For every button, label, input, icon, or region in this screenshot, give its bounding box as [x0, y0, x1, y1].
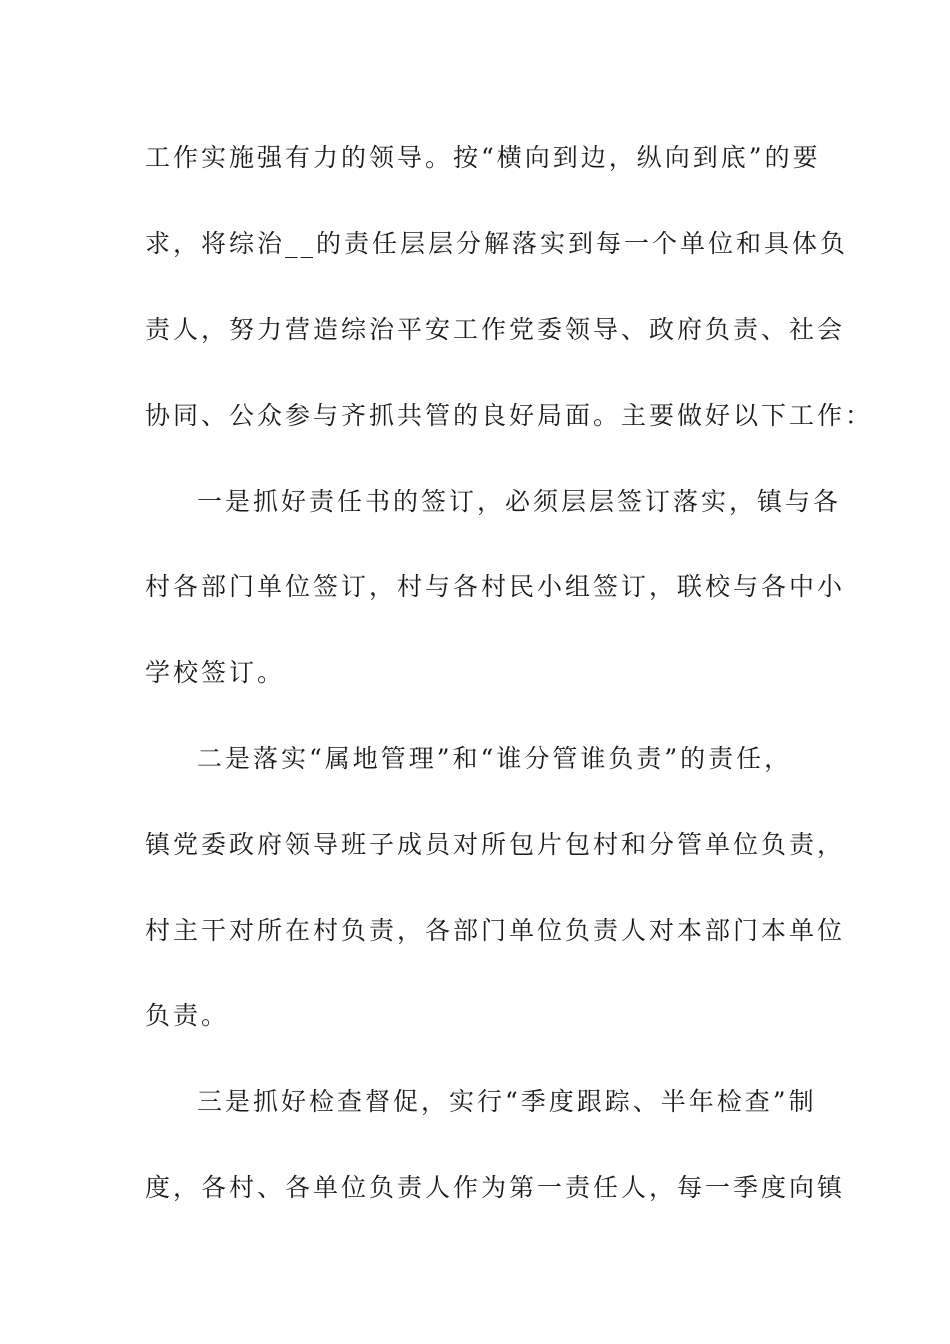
text-line: 协同、公众参与齐抓共管的良好局面。主要做好以下工作：	[145, 401, 874, 430]
text-line: 负责。	[145, 1001, 230, 1030]
text-line: 责人，努力营造综治平安工作党委领导、政府负责、社会	[145, 315, 846, 344]
text-line: 工作实施强有力的领导。按“横向到边，纵向到底”的要	[145, 143, 821, 172]
text-line: 度，各村、各单位负责人作为第一责任人，每一季度向镇	[145, 1173, 846, 1202]
text-line: 学校签订。	[145, 658, 286, 687]
text-line: 村主干对所在村负责，各部门单位负责人对本部门本单位	[145, 916, 846, 945]
text-line: 求，将综治__的责任层层分解落实到每一个单位和具体负	[145, 229, 849, 258]
text-line: 村各部门单位签订，村与各村民小组签订，联校与各中小	[145, 572, 846, 601]
paragraph-first-line: 一是抓好责任书的签订，必须层层签订落实，镇与各	[197, 487, 842, 516]
paragraph-first-line: 二是落实“属地管理”和“谁分管谁负责”的责任，	[197, 744, 793, 773]
text-line: 镇党委政府领导班子成员对所包片包村和分管单位负责，	[145, 830, 846, 859]
paragraph-first-line: 三是抓好检查督促，实行“季度跟踪、半年检查”制	[197, 1087, 817, 1116]
